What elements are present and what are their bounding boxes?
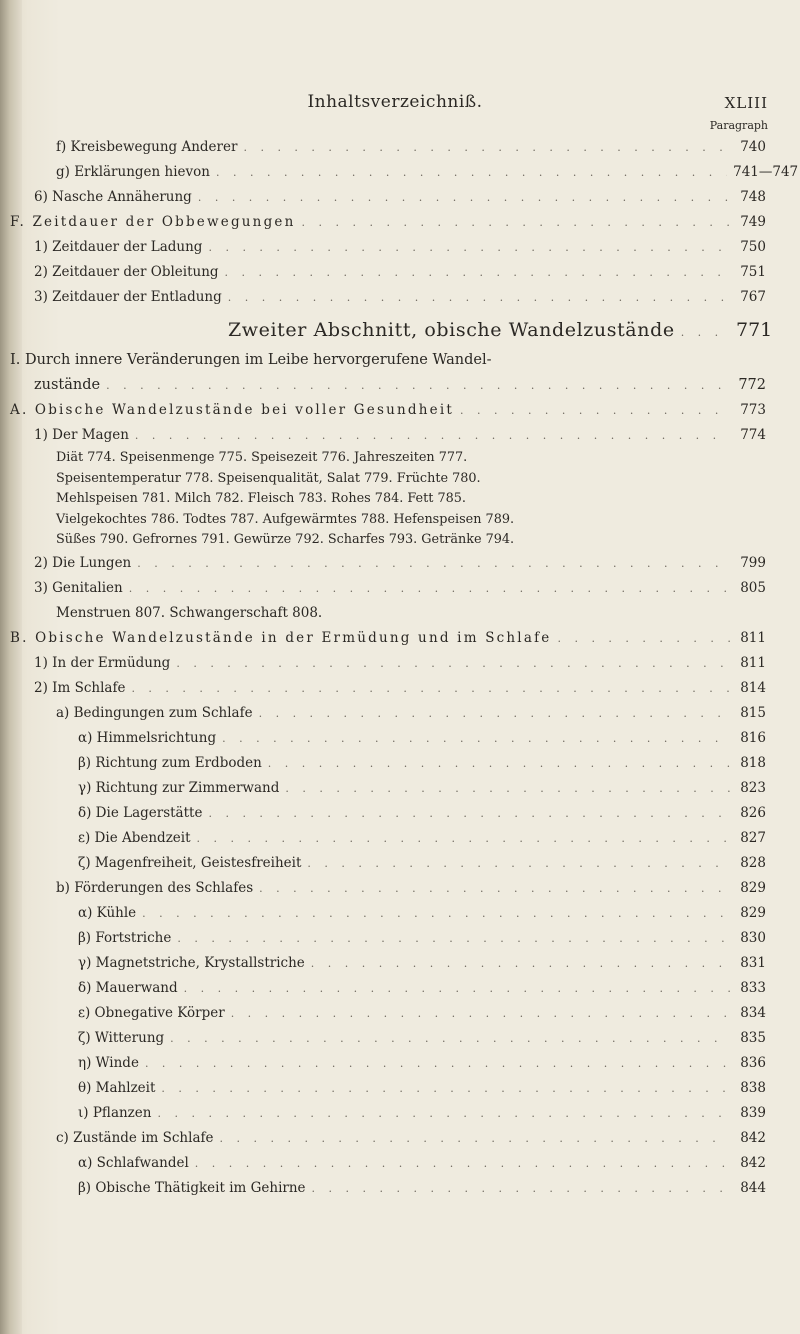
dot-leader [129,576,730,601]
toc-entry-label: f) Kreisbewegung Anderer [56,139,238,155]
toc-entry [0,901,766,926]
toc-entry-label: β) Obische Thätigkeit im Gehirne [78,1179,306,1196]
toc-entry-label: A. Obische Wandelzustände bei voller Gesundheit [10,402,454,418]
dot-leader [228,285,730,310]
toc-subtopics-paragraph [0,448,800,551]
toc-entry-page: 836 [740,1054,766,1071]
toc-entry-label: ζ) Witterung [78,1029,165,1046]
toc-entry-label: θ) Mahlzeit [78,1079,156,1096]
toc-entry [0,1026,766,1051]
toc-entry [0,551,766,576]
dot-leader [307,851,730,876]
toc-entry-label: Menstruen 807. Schwangerschaft 808. [56,604,323,621]
toc-entry-page: 805 [740,579,766,596]
toc-entry-label: b) Förderungen des Schlafes [56,879,254,896]
dot-leader [302,210,731,235]
toc-entry-label: α) Schlafwandel [78,1154,189,1171]
dot-leader [197,826,730,851]
toc-entry-label: F. Zeitdauer der Obbewegungen [10,214,296,230]
toc-entry-label: ε) Die Abendzeit [78,829,191,846]
dot-leader [259,701,730,726]
dot-leader [231,1001,730,1026]
dot-leader [311,951,730,976]
dot-leader [137,551,730,576]
toc-entry-page: 814 [740,679,766,696]
toc-entry-label: ζ) Magenfreiheit, Geistesfreiheit [78,854,302,871]
toc-entry-page: 831 [740,954,766,971]
toc-entry-page: 835 [740,1029,766,1046]
toc-entry [0,285,766,310]
dot-leader [198,185,730,210]
toc-entry-label: γ) Richtung zur Zimmerwand [78,779,280,796]
toc-entry-page: 750 [740,239,766,255]
toc-entry-page: 751 [740,264,766,280]
toc-entry [0,185,766,210]
dot-leader [225,260,730,285]
toc-entry [0,676,766,701]
toc-entry-page: 811 [740,654,766,671]
toc-entry [0,951,766,976]
dot-leader [184,976,730,1001]
dot-leader [219,1126,730,1151]
toc-entry-label: 1) Zeitdauer der Ladung [34,239,203,255]
toc-entry-label: 1) In der Ermüdung [34,654,171,671]
toc-entry-page: 823 [740,779,766,796]
dot-leader [285,776,730,801]
dot-leader [177,926,730,951]
toc-entry [0,235,766,260]
toc-entry [0,1101,766,1126]
dot-leader [161,1076,730,1101]
dot-leader [208,235,730,260]
toc-entry [0,1076,766,1101]
toc-entry-page: 799 [740,554,766,571]
toc-entry-page: 774 [740,427,766,443]
toc-entry-label: I. Durch innere Veränderungen im Leibe hervorgerufene Wandel- [10,352,492,368]
dot-leader [142,901,730,926]
toc-entry-page: 772 [738,377,766,393]
toc-entry-page: 833 [740,979,766,996]
toc-entry-label: β) Richtung zum Erdboden [78,754,262,771]
toc-entry [0,312,773,348]
toc-entry-page: 834 [740,1004,766,1021]
toc-entry-label: 3) Genitalien [34,579,123,596]
toc-entry [0,160,799,185]
toc-entry-label: η) Winde [78,1054,139,1071]
toc-entry-label: 2) Zeitdauer der Obleitung [34,264,219,280]
toc-entry-page: 829 [740,879,766,896]
dot-leader [557,626,730,651]
toc-entry-label: ε) Obnegative Körper [78,1004,225,1021]
dot-leader [106,373,730,398]
subtopic-line: Speisentemperatur 778. Speisenqualität, Salat 779. Früchte 780. [56,470,481,486]
toc-entry-page: 838 [740,1079,766,1096]
dot-leader [157,1101,730,1126]
toc-entry-page: 839 [740,1104,766,1121]
toc-entry-page: 741—747 [733,164,799,180]
toc-entry [0,1176,766,1201]
toc-entry-label: 2) Im Schlafe [34,679,126,696]
dot-leader [268,751,730,776]
dot-leader [170,1026,730,1051]
toc-entry [0,876,766,901]
toc-entry-page: 829 [740,904,766,921]
dot-leader [222,726,730,751]
toc-entry-page: 844 [740,1179,766,1196]
subtopic-line: Mehlspeisen 781. Milch 782. Fleisch 783. Rohes 784. Fett 785. [56,491,466,506]
toc-entry-label: 6) Nasche Annäherung [34,189,192,205]
toc-entry-page: 748 [740,189,766,205]
toc-entry-label: ι) Pflanzen [78,1104,152,1121]
toc-entry-page: 818 [740,754,766,771]
toc-entry-page: 816 [740,729,766,746]
dot-leader [135,423,730,448]
toc-entry-label: α) Himmelsrichtung [78,729,217,746]
toc-entry [0,851,766,876]
toc-entry-label: β) Fortstriche [78,929,172,946]
toc-entry [0,701,766,726]
toc-entry-page: 749 [740,214,766,230]
toc-entry-label: a) Bedingungen zum Schlafe [56,704,253,721]
toc-entry-page: 842 [740,1129,766,1146]
toc-entry [0,726,766,751]
toc-entry [0,826,766,851]
toc-entry-page: 740 [740,139,766,155]
toc-entry [0,373,766,398]
toc-entry-label: Zweiter Abschnitt, obische Wandelzustände [228,319,675,341]
toc-entry-label: δ) Die Lagerstätte [78,804,203,821]
toc-entry [0,776,766,801]
dot-leader [208,801,730,826]
toc-entry-label: 2) Die Lungen [34,554,132,571]
toc-block-upper [0,135,800,448]
toc-entry-page: 815 [740,704,766,721]
running-title: Inhaltsverzeichniß. [307,92,483,112]
toc-entry [0,398,766,423]
toc-entry-label: g) Erklärungen hievon [56,164,210,180]
toc-entry [0,1051,766,1076]
dot-leader [243,135,730,160]
toc-entry [0,1126,766,1151]
toc-entry-label: 1) Der Magen [34,427,129,443]
toc-entry-page: 773 [740,402,766,418]
dot-leader [681,315,730,351]
toc-entry [0,601,766,626]
subtopic-line: Vielgekochtes 786. Todtes 787. Aufgewärmtes 788. Hefenspeisen 789. [56,511,515,527]
toc-block-lower [0,551,800,1201]
table-of-contents [0,135,800,1201]
dot-leader [176,651,730,676]
dot-leader [216,160,727,185]
toc-entry-label: B. Obische Wandelzustände in der Ermüdung und im Schlafe [10,629,552,646]
toc-entry [0,423,766,448]
toc-entry-page: 767 [740,289,766,305]
toc-entry-page: 826 [740,804,766,821]
dot-leader [195,1151,730,1176]
toc-entry [0,1151,766,1176]
toc-entry-page: 811 [740,629,766,646]
toc-entry-label: c) Zustände im Schlafe [56,1129,214,1146]
toc-entry [0,801,766,826]
dot-leader [460,398,730,423]
toc-entry-page: 828 [740,854,766,871]
toc-entry [0,210,766,235]
toc-entry-label: α) Kühle [78,904,137,921]
toc-entry [0,651,766,676]
toc-entry-label: γ) Magnetstriche, Krystallstriche [78,954,305,971]
toc-entry [0,926,766,951]
toc-entry [0,348,766,373]
toc-entry [0,260,766,285]
toc-entry-label: δ) Mauerwand [78,979,178,996]
toc-entry-page: 830 [740,929,766,946]
toc-entry-page: 842 [740,1154,766,1171]
toc-entry-label: 3) Zeitdauer der Entladung [34,289,222,305]
toc-entry [0,976,766,1001]
toc-entry-page: 771 [736,319,773,341]
dot-leader [131,676,730,701]
dot-leader [312,1176,730,1201]
toc-entry-page: 827 [740,829,766,846]
toc-entry [0,576,766,601]
toc-entry-label: zustände [34,377,101,393]
toc-entry [0,751,766,776]
toc-entry [0,135,766,160]
toc-entry [0,1001,766,1026]
page-number: XLIII [724,94,768,112]
dot-leader [259,876,730,901]
column-heading: Paragraph [709,119,768,132]
toc-entry [0,626,766,651]
subtopic-line: Diät 774. Speisenmenge 775. Speisezeit 776. Jahreszeiten 777. [56,450,468,465]
dot-leader [145,1051,730,1076]
subtopic-line: Süßes 790. Gefrornes 791. Gewürze 792. Scharfes 793. Getränke 794. [56,532,515,547]
